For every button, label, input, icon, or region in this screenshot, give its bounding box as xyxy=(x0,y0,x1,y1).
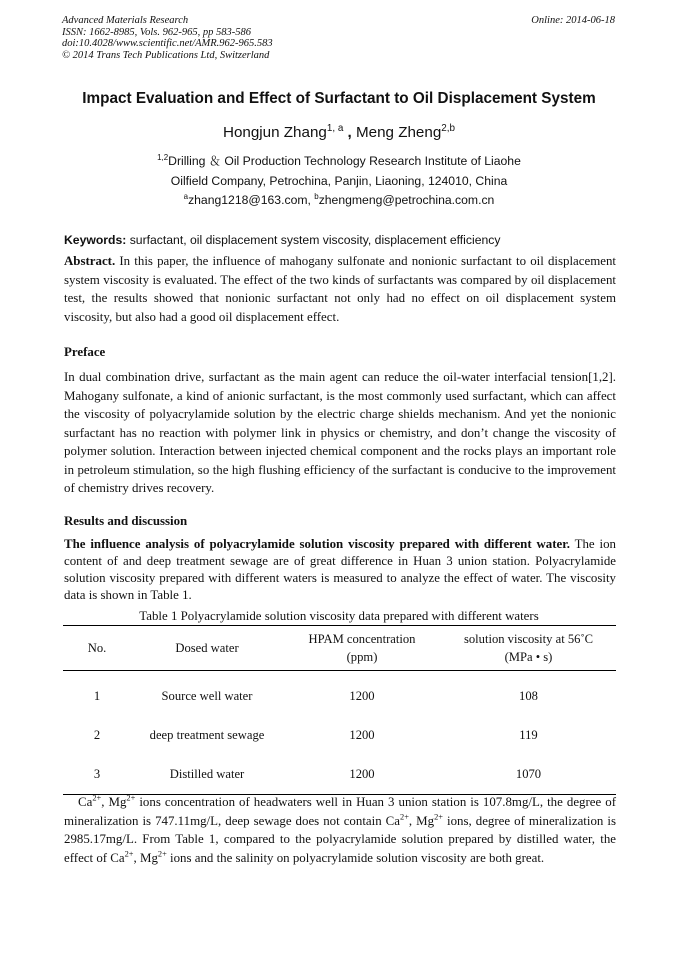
journal-name: Advanced Materials Research xyxy=(62,15,189,26)
final-paragraph xyxy=(64,793,616,867)
issn-line: ISSN: 1662-8985, Vols. 962-965, pp 583-586 xyxy=(62,26,251,38)
cell-concentration: 1200 xyxy=(349,689,375,703)
author-2-superscript: 2,b xyxy=(441,122,456,134)
abstract-text: In this paper, the influence of mahogany sulfonate and nonionic surfactant to oil displacement system viscosity is evaluated. The effect of the two kinds of surfactants was compared by oil displacement test, the results showed that nonionic surfactant not only had no effect on oil displacement system viscosity, but also had a good oil displacement effect. xyxy=(64,254,616,324)
text-run: Ca xyxy=(78,795,93,809)
cell-no: 3 xyxy=(63,755,131,795)
email-line xyxy=(0,191,678,211)
results-bold-lead: The influence analysis of polyacrylamide solution viscosity prepared with different water. xyxy=(64,537,570,551)
cell-no: 1 xyxy=(93,689,101,703)
col-header-viscosity xyxy=(441,626,616,671)
cell-water: deep treatment sewage xyxy=(149,728,265,742)
cell-concentration: 1200 xyxy=(283,755,441,795)
superscript: 2+ xyxy=(434,812,443,822)
cell-viscosity: 108 xyxy=(519,689,538,703)
abstract-paragraph xyxy=(64,252,616,326)
superscript: 2+ xyxy=(124,849,134,859)
email-b: zhengmeng@petrochina.com.cn xyxy=(318,193,495,207)
authors-line xyxy=(0,124,678,141)
superscript: 2+ xyxy=(400,812,409,822)
affiliation-institute: Drilling ＆ Oil Production Technology Research Institute of Liaohe xyxy=(168,154,521,168)
email-a-superscript: a xyxy=(183,191,189,201)
affiliation-line-2: Oilfield Company, Petrochina, Panjin, Liaoning, 124010, China xyxy=(170,173,508,188)
cell-water: Distilled water xyxy=(131,755,283,795)
affiliation-block xyxy=(0,152,678,211)
visc-header-line-2: (MPa • s) xyxy=(504,650,553,664)
author-2-name: Meng Zheng xyxy=(356,124,442,141)
cell-concentration: 1200 xyxy=(349,728,375,742)
col-header-dosed-water: Dosed water xyxy=(131,626,283,671)
cell-water: Source well water xyxy=(161,689,253,703)
table-1-caption: Table 1 Polyacrylamide solution viscosity data prepared with different waters xyxy=(139,609,539,623)
doi-line: doi:10.4028/www.scientific.net/AMR.962-965.583 xyxy=(62,38,273,49)
text-run: ions, degree of mineralization is 2985.17mg/L. From Table 1, compared to the polyacrylamide solution prepared by distilled water, the effect of Ca xyxy=(64,813,616,865)
affiliation-line-1 xyxy=(0,152,678,172)
text-run: ions concentration of headwaters well in Huan 3 union station is 107.8mg/L, the degree of mineralization is 747.11mg/L, deep sewage does not contain Ca xyxy=(64,795,616,828)
table-row xyxy=(63,716,616,755)
text-run: , Mg xyxy=(408,813,435,828)
hpam-header-line-2: (ppm) xyxy=(346,650,378,664)
online-date: Online: 2014-06-18 xyxy=(531,15,615,26)
superscript: 2+ xyxy=(92,793,102,803)
table-row xyxy=(63,755,616,795)
preface-heading: Preface xyxy=(64,345,106,359)
author-1-superscript: 1, a xyxy=(326,122,344,134)
cell-viscosity: 119 xyxy=(519,728,538,742)
keywords-text: surfactant, oil displacement system viscosity, displacement efficiency xyxy=(126,233,501,247)
preface-paragraph xyxy=(64,368,616,498)
keywords-line xyxy=(64,233,616,247)
text-run: , Mg xyxy=(101,795,127,809)
hpam-header-line-1: HPAM concentration xyxy=(308,632,416,646)
visc-header-line-1: solution viscosity at 56˚C xyxy=(463,632,594,646)
text-run: , Mg xyxy=(133,850,158,865)
email-a: zhang1218@163.com, xyxy=(188,193,315,207)
running-header xyxy=(62,15,615,61)
superscript: 2+ xyxy=(126,793,136,803)
copyright-line: © 2014 Trans Tech Publications Ltd, Switzerland xyxy=(62,49,270,61)
table-1 xyxy=(63,625,616,795)
affiliation-superscript: 1,2 xyxy=(157,152,169,162)
col-header-no: No. xyxy=(63,626,131,671)
table-header-row xyxy=(63,626,616,671)
preface-text: In dual combination drive, surfactant as the main agent can reduce the oil-water interfacial tension[1,2]. Mahogany sulfonate, a kind of anionic surfactant, is the most commonly used surfactant, which can affect the viscosity of polyacrylamide solution by the electric charge shields mechanism. And yet the nonionic surfactant has no reaction with polymer link in physics or chemistry, and don’t change the viscosity of polymer solution. Interaction between injected chemical component and the rocks plays an important role in petroleum stimulation, so the high flushing efficiency of the surfactant is conducive to the improvement of chemistry drives recovery. xyxy=(64,370,616,495)
cell-no: 2 xyxy=(93,728,101,742)
results-text: The ion content of and deep treatment sewage are of great difference in Huan 3 union station. Polyacrylamide solution viscosity prepared with different waters is measured to analyze the effect of water. The viscosity data is shown in Table 1. xyxy=(64,537,616,602)
author-1-name: Hongjun Zhang xyxy=(222,124,327,141)
abstract-label: Abstract. xyxy=(64,254,116,268)
keywords-label: Keywords: xyxy=(64,233,127,247)
cell-viscosity: 1070 xyxy=(441,755,616,795)
email-b-superscript: b xyxy=(314,191,319,201)
text-run: ions and the salinity on polyacrylamide solution viscosity are both great. xyxy=(166,850,545,865)
col-header-hpam xyxy=(283,626,441,671)
superscript: 2+ xyxy=(157,849,167,859)
results-paragraph xyxy=(64,536,616,604)
paper-title: Impact Evaluation and Effect of Surfactant to Oil Displacement System xyxy=(82,90,596,107)
author-separator: , xyxy=(343,124,356,141)
table-row xyxy=(63,671,616,717)
results-heading: Results and discussion xyxy=(64,514,188,528)
